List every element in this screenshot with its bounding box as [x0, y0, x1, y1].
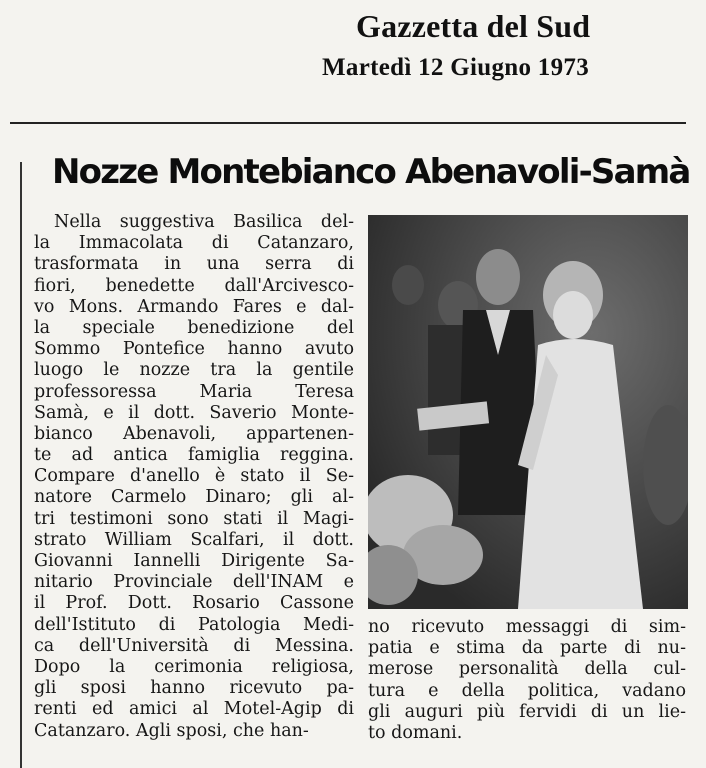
article-text-line: gli sposi hanno ricevuto pa-: [34, 678, 354, 699]
article-text-line: Giovanni Iannelli Dirigente Sa-: [34, 551, 354, 571]
article-column-left: [34, 212, 354, 742]
article-text-line: te ad antica famiglia reggina.: [34, 445, 354, 466]
article-text-line: ca dell'Università di Messina.: [34, 635, 354, 656]
article-text-line: il Prof. Dott. Rosario Cassone: [34, 593, 354, 614]
article-text-line: la Immacolata di Catanzaro,: [34, 233, 354, 254]
article-headline: Nozze Montebianco Abenavoli-Samà: [52, 152, 690, 192]
article-text-line: Nella suggestiva Basilica del-: [54, 212, 354, 232]
article-text-line: dell'Istituto di Patologia Medi-: [34, 614, 354, 635]
article-text-line: fiori, benedette dall'Arcivesco-: [34, 275, 354, 296]
article-text-line: bianco Abenavoli, appartenen-: [34, 423, 354, 444]
article-text-line: nitario Provinciale dell'INAM e: [34, 572, 354, 593]
article-text-line: patia e stima da parte di nu-: [368, 638, 686, 659]
article-text-line: professoressa Maria Teresa: [34, 381, 354, 402]
wedding-photo: [368, 215, 688, 609]
article-text-line: tura e della politica, vadano: [368, 680, 686, 701]
article-text-line: trasformata in una serra di: [34, 254, 354, 275]
article-text-line: la speciale benedizione del: [34, 317, 354, 338]
top-rule: [10, 122, 686, 124]
article-text-line: no ricevuto messaggi di sim-: [368, 617, 686, 637]
article-text-line: renti ed amici al Motel-Agip di: [34, 699, 354, 720]
left-rule: [20, 162, 22, 768]
masthead-name: Gazzetta del Sud: [356, 8, 591, 44]
article-text-line: vo Mons. Armando Fares e dal-: [34, 296, 354, 317]
article-column-right: [368, 617, 686, 744]
article-text-line: luogo le nozze tra la gentile: [34, 360, 354, 381]
article-text-line: Sommo Pontefice hanno avuto: [34, 339, 354, 360]
article-text-line: tri testimoni sono stati il Magi-: [34, 508, 354, 529]
article-text-line: Catanzaro. Agli sposi, che han-: [34, 720, 309, 741]
article-text-line: strato William Scalfari, il dott.: [34, 529, 354, 550]
wedding-photo-image: [368, 215, 688, 609]
article-text-line: Samà, e il dott. Saverio Monte-: [34, 402, 354, 423]
article-text-line: gli auguri più fervidi di un lie-: [368, 701, 686, 722]
article-text-line: Dopo la cerimonia religiosa,: [34, 656, 354, 677]
article-text-line: to domani.: [368, 722, 463, 743]
article-text-line: natore Carmelo Dinaro; gli al-: [34, 487, 354, 508]
article-text-line: merose personalità della cul-: [368, 659, 686, 680]
article-text-line: Compare d'anello è stato il Se-: [34, 466, 354, 487]
masthead-date: Martedì 12 Giugno 1973: [322, 54, 590, 81]
